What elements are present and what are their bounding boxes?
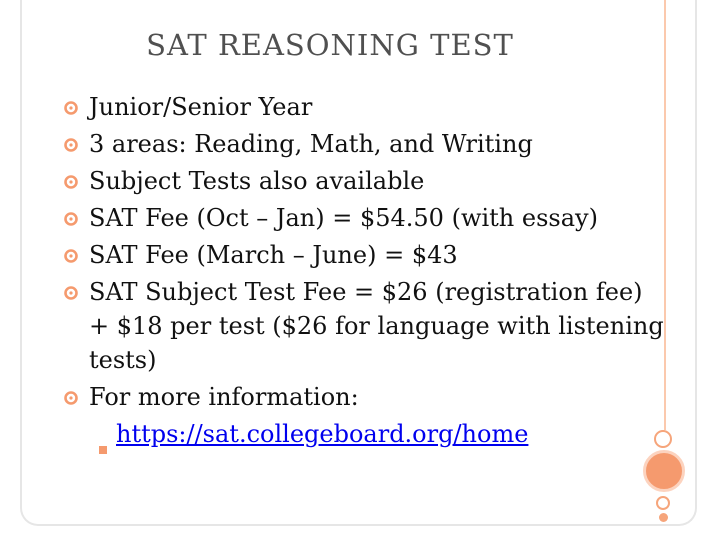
bullet-text: SAT Fee (Oct – Jan) = $54.50 (with essay) bbox=[89, 204, 598, 232]
ring-bullet-icon bbox=[64, 175, 78, 189]
bullet-text: Junior/Senior Year bbox=[89, 93, 313, 121]
ring-bullet-icon bbox=[64, 138, 78, 152]
bullet-item bbox=[64, 275, 664, 377]
bullet-text: SAT Fee (March – June) = $43 bbox=[89, 241, 458, 269]
bullet-item bbox=[64, 127, 664, 161]
ring-bullet-icon bbox=[64, 286, 78, 300]
decorative-ring-medium bbox=[656, 496, 670, 510]
collegeboard-link[interactable]: https://sat.collegeboard.org/home bbox=[116, 420, 529, 448]
bullet-list bbox=[64, 90, 664, 451]
bullet-item bbox=[64, 201, 664, 235]
bullet-text: SAT Subject Test Fee = $26 (registration fee) + $18 per test ($26 for language with listening tests) bbox=[89, 278, 664, 374]
bullet-item bbox=[64, 238, 664, 272]
bullet-text: Subject Tests also available bbox=[89, 167, 425, 195]
sub-bullet-item bbox=[64, 417, 664, 451]
bullet-item bbox=[64, 164, 664, 198]
bullet-text: 3 areas: Reading, Math, and Writing bbox=[89, 130, 533, 158]
bullet-text: For more information: bbox=[89, 383, 359, 411]
decorative-dot bbox=[659, 513, 668, 522]
square-bullet-icon bbox=[98, 430, 108, 440]
ring-bullet-icon bbox=[64, 101, 78, 115]
slide-title: SAT REASONING TEST bbox=[146, 28, 514, 62]
bullet-item bbox=[64, 380, 664, 414]
ring-bullet-icon bbox=[64, 212, 78, 226]
ring-bullet-icon bbox=[64, 391, 78, 405]
decorative-vertical-line bbox=[664, 0, 666, 430]
decorative-circle-large bbox=[643, 450, 685, 492]
ring-bullet-icon bbox=[64, 249, 78, 263]
bullet-item bbox=[64, 90, 664, 124]
